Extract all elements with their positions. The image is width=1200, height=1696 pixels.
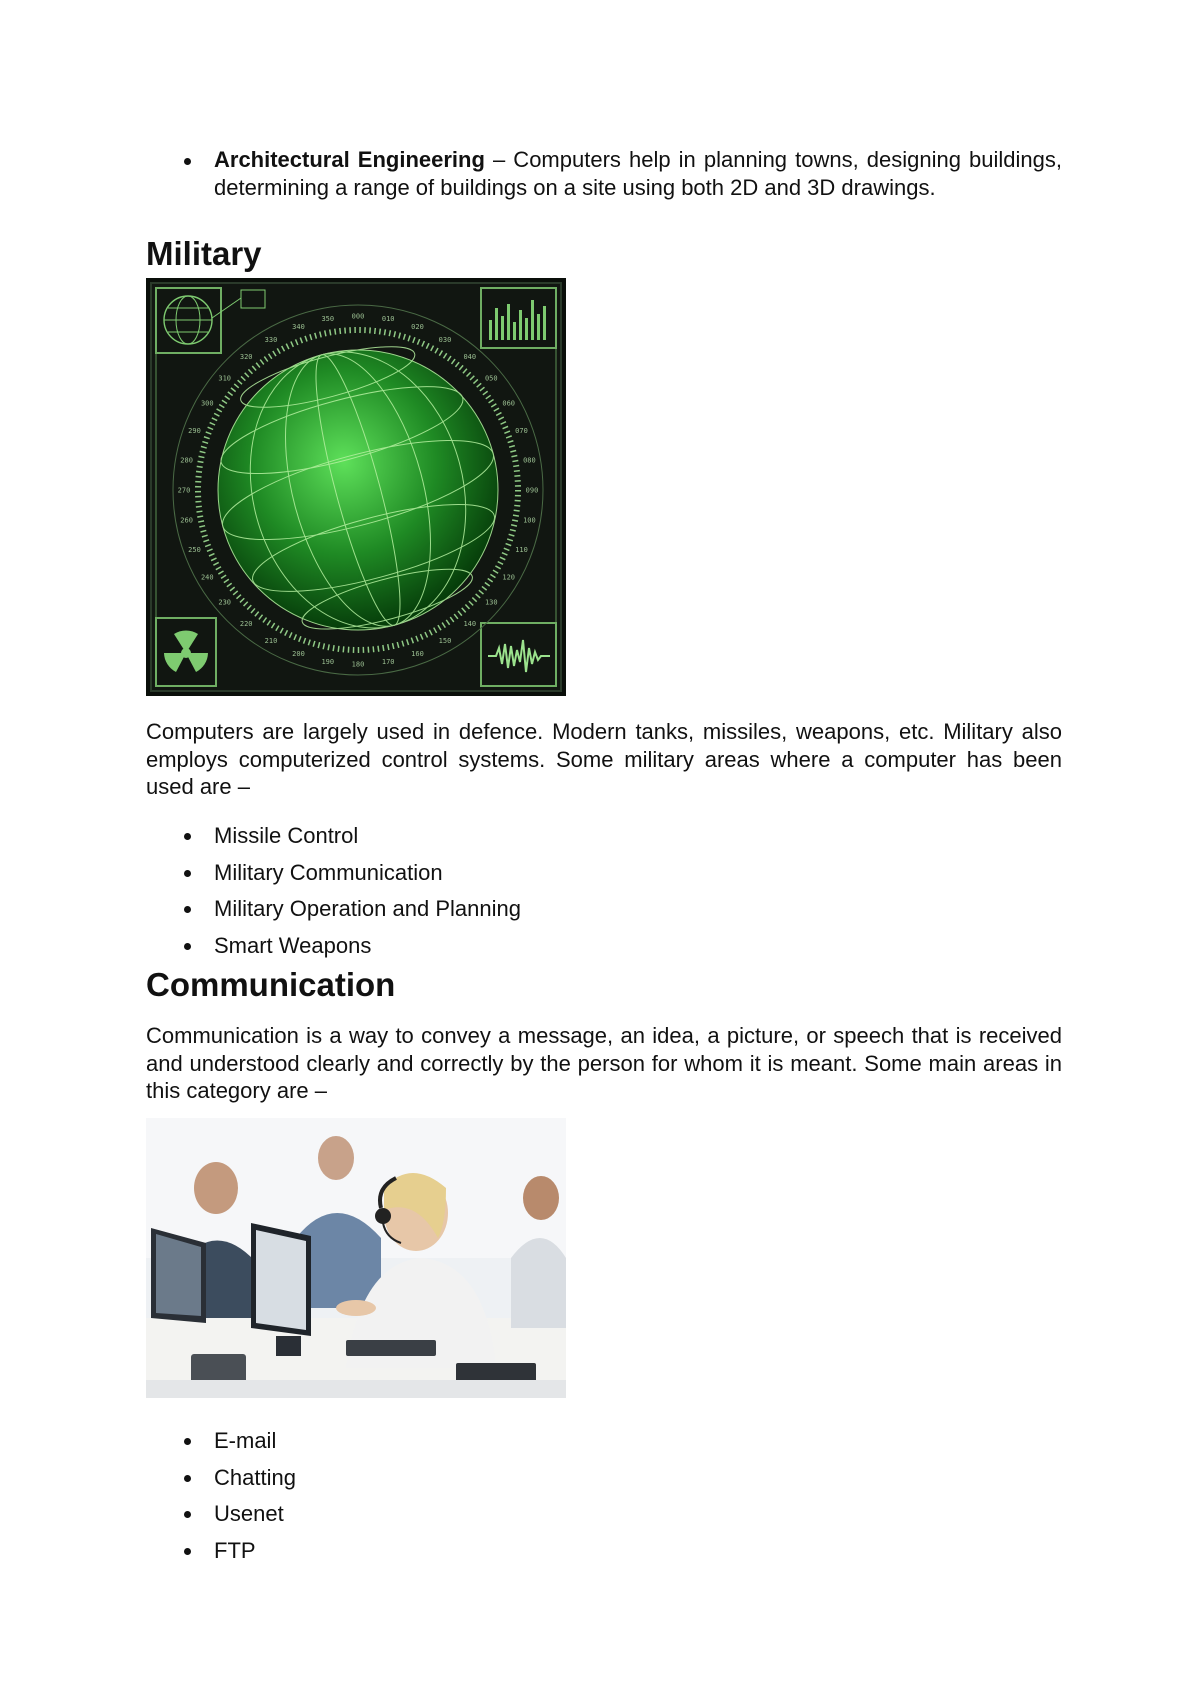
call-center-office-image	[146, 1118, 566, 1398]
bullet-icon	[184, 158, 191, 165]
bullet-icon	[184, 1475, 191, 1482]
list-item	[146, 1423, 296, 1460]
dial-label: 130	[484, 598, 498, 607]
dial-label: 000	[351, 312, 365, 321]
dial-label: 100	[523, 516, 536, 525]
dial-label: 290	[188, 427, 201, 435]
dial-label: 140	[463, 619, 477, 628]
bullet-icon	[184, 906, 191, 913]
list-item	[146, 1496, 296, 1533]
bullet-icon	[184, 870, 191, 877]
communication-paragraph: Communication is a way to convey a message, an idea, a picture, or speech that is received and understood clearly and correctly by the person for whom it is meant. Some main areas in this category are –	[146, 1023, 1062, 1103]
list-item-architectural-engineering	[146, 146, 1062, 201]
dial-label: 160	[411, 650, 424, 658]
dial-label: 010	[381, 315, 395, 324]
dial-label: 270	[177, 486, 191, 495]
bullet-icon	[184, 943, 191, 950]
dial-label: 020	[411, 323, 424, 331]
dial-label: 070	[515, 427, 528, 435]
list-item	[146, 855, 521, 892]
list-item-text: Usenet	[214, 1501, 284, 1526]
list-item-text	[214, 146, 1062, 201]
dial-label: 090	[525, 486, 539, 495]
list-item	[146, 1533, 296, 1570]
dial-label: 060	[502, 399, 516, 408]
dial-label: 320	[239, 353, 253, 362]
dial-label: 310	[218, 374, 232, 383]
heading-military: Military	[146, 235, 262, 272]
list-item	[146, 928, 521, 965]
list-item	[146, 1460, 296, 1497]
dial-label: 180	[351, 660, 365, 669]
bullet-icon	[184, 1438, 191, 1445]
dial-label: 200	[292, 650, 305, 658]
dial-label: 040	[463, 353, 477, 362]
dial-label: 330	[264, 335, 278, 344]
list-item-text: Smart Weapons	[214, 932, 372, 958]
dial-label: 030	[438, 335, 452, 344]
dial-label: 230	[218, 598, 232, 607]
heading-communication: Communication	[146, 966, 396, 1003]
dial-label: 190	[321, 657, 335, 666]
list-item-text: Military Communication	[214, 859, 443, 885]
list-item	[146, 818, 521, 855]
dial-label: 250	[188, 546, 201, 554]
dial-label: 260	[180, 516, 193, 525]
dial-label: 080	[523, 456, 536, 465]
communication-list	[146, 1423, 296, 1569]
dial-label: 340	[292, 323, 305, 331]
term-architectural-engineering: Architectural Engineering	[214, 147, 485, 172]
dial-label: 150	[438, 637, 452, 646]
list-item-text: FTP	[214, 1537, 256, 1563]
list-item-text: Chatting	[214, 1464, 296, 1490]
dial-label: 300	[200, 399, 214, 408]
list-item-text: Military Operation and Planning	[214, 896, 521, 921]
dial-label: 120	[502, 573, 516, 582]
radar-globe-image	[146, 278, 566, 696]
bullet-icon	[184, 833, 191, 840]
list-item	[146, 891, 521, 928]
dial-label: 220	[239, 619, 253, 628]
dial-label: 050	[484, 374, 498, 383]
military-list	[146, 818, 521, 964]
dial-label: 350	[321, 315, 335, 324]
bullet-icon	[184, 1548, 191, 1555]
dial-label: 240	[200, 573, 214, 582]
dial-label: 170	[381, 657, 395, 666]
dial-label: 280	[180, 456, 193, 465]
bullet-icon	[184, 1511, 191, 1518]
list-item-text: E-mail	[214, 1428, 277, 1453]
dial-label: 210	[264, 637, 278, 646]
term-description: – Computers help in planning towns, designing buildings, determining a range of buildings on a site using both 2D and 3D drawings.	[214, 147, 1062, 200]
dial-label: 110	[515, 546, 528, 554]
list-item-text: Missile Control	[214, 823, 359, 848]
military-paragraph: Computers are largely used in defence. Modern tanks, missiles, weapons, etc. Military also employs computerized control systems. Some military areas where a computer has been used are –	[146, 719, 1062, 799]
